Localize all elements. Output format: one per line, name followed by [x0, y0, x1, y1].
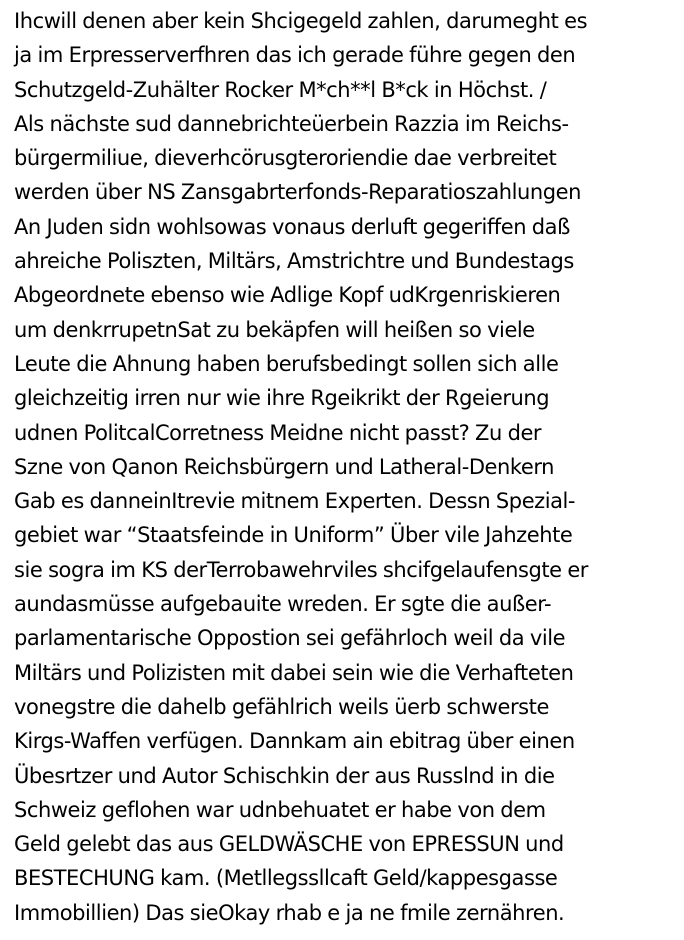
text-line: Leute die Ahnung haben berufsbedingt sollen sich alle — [14, 351, 559, 376]
text-line: bürgermiliue, dieverhcörusgteroriendie dae verbreitet — [14, 146, 557, 171]
text-line: Geld gelebt das aus GELDWÄSCHE von EPRESSUN und — [14, 832, 564, 857]
text-line: vonegstre die dahelb gefählrich weils üerb schwerste — [14, 694, 549, 719]
text-line: Schweiz geflohen war udnbehuatet er habe von dem — [14, 797, 546, 822]
text-line: werden über NS Zansgabrterfonds-Reparatioszahlungen — [14, 180, 581, 205]
text-line: sie sogra im KS derTerrobawehrviles shcifgelaufensgte er — [14, 557, 588, 582]
text-line: Abgeordnete ebenso wie Adlige Kopf udKrgenriskieren — [14, 283, 561, 308]
text-line: Übesrtzer und Autor Schischkin der aus Russlnd in die — [14, 763, 555, 788]
text-line: ahreiche Poliszten, Miltärs, Amstrichtre und Bundestags — [14, 249, 574, 274]
text-line: Gab es danneinItrevie mitnem Experten. Dessn Spezial- — [14, 489, 576, 514]
text-line: um denkrrupetnSat zu bekäpfen will heißen so viele — [14, 317, 535, 342]
handwritten-note-text — [14, 4, 588, 930]
text-line: Kirgs-Waffen verfügen. Dannkam ain ebitrag über einen — [14, 729, 575, 754]
text-line: udnen PolitcalCorretness Meidne nicht passt? Zu der — [14, 420, 542, 445]
text-line: gebiet war “Staatsfeinde in Uniform” Über vile Jahzehte — [14, 523, 573, 548]
text-line: BESTECHUNG kam. (Metllegssllcaft Geld/kappesgasse — [14, 866, 558, 891]
text-line: Miltärs und Polizisten mit dabei sein wie die Verhafteten — [14, 660, 574, 685]
text-line: Als nächste sud dannebrichteüerbein Razzia im Reichs- — [14, 111, 569, 136]
text-line: gleichzeitig irren nur wie ihre Rgeikrikt der Rgeierung — [14, 386, 550, 411]
text-line: ja im Erpresserverfhren das ich gerade führe gegen den — [14, 43, 576, 68]
text-line: Schutzgeld-Zuhälter Rocker M*ch**l B*ck in Höchst. / — [14, 77, 547, 102]
text-line: parlamentarische Oppostion sei gefährloch weil da vile — [14, 626, 566, 651]
text-line: Szne von Qanon Reichsbürgern und Latheral-Denkern — [14, 454, 554, 479]
text-line: aundasmüsse aufgebauite wreden. Er sgte die außer- — [14, 592, 552, 617]
text-line: An Juden sidn wohlsowas vonaus derluft gegeriffen daß — [14, 214, 570, 239]
text-line: Ihcwill denen aber kein Shcigegeld zahlen, darumeght es — [14, 9, 588, 33]
text-line: Immobillien) Das sieOkay rhab e ja ne fmile zernähren. — [14, 900, 565, 925]
